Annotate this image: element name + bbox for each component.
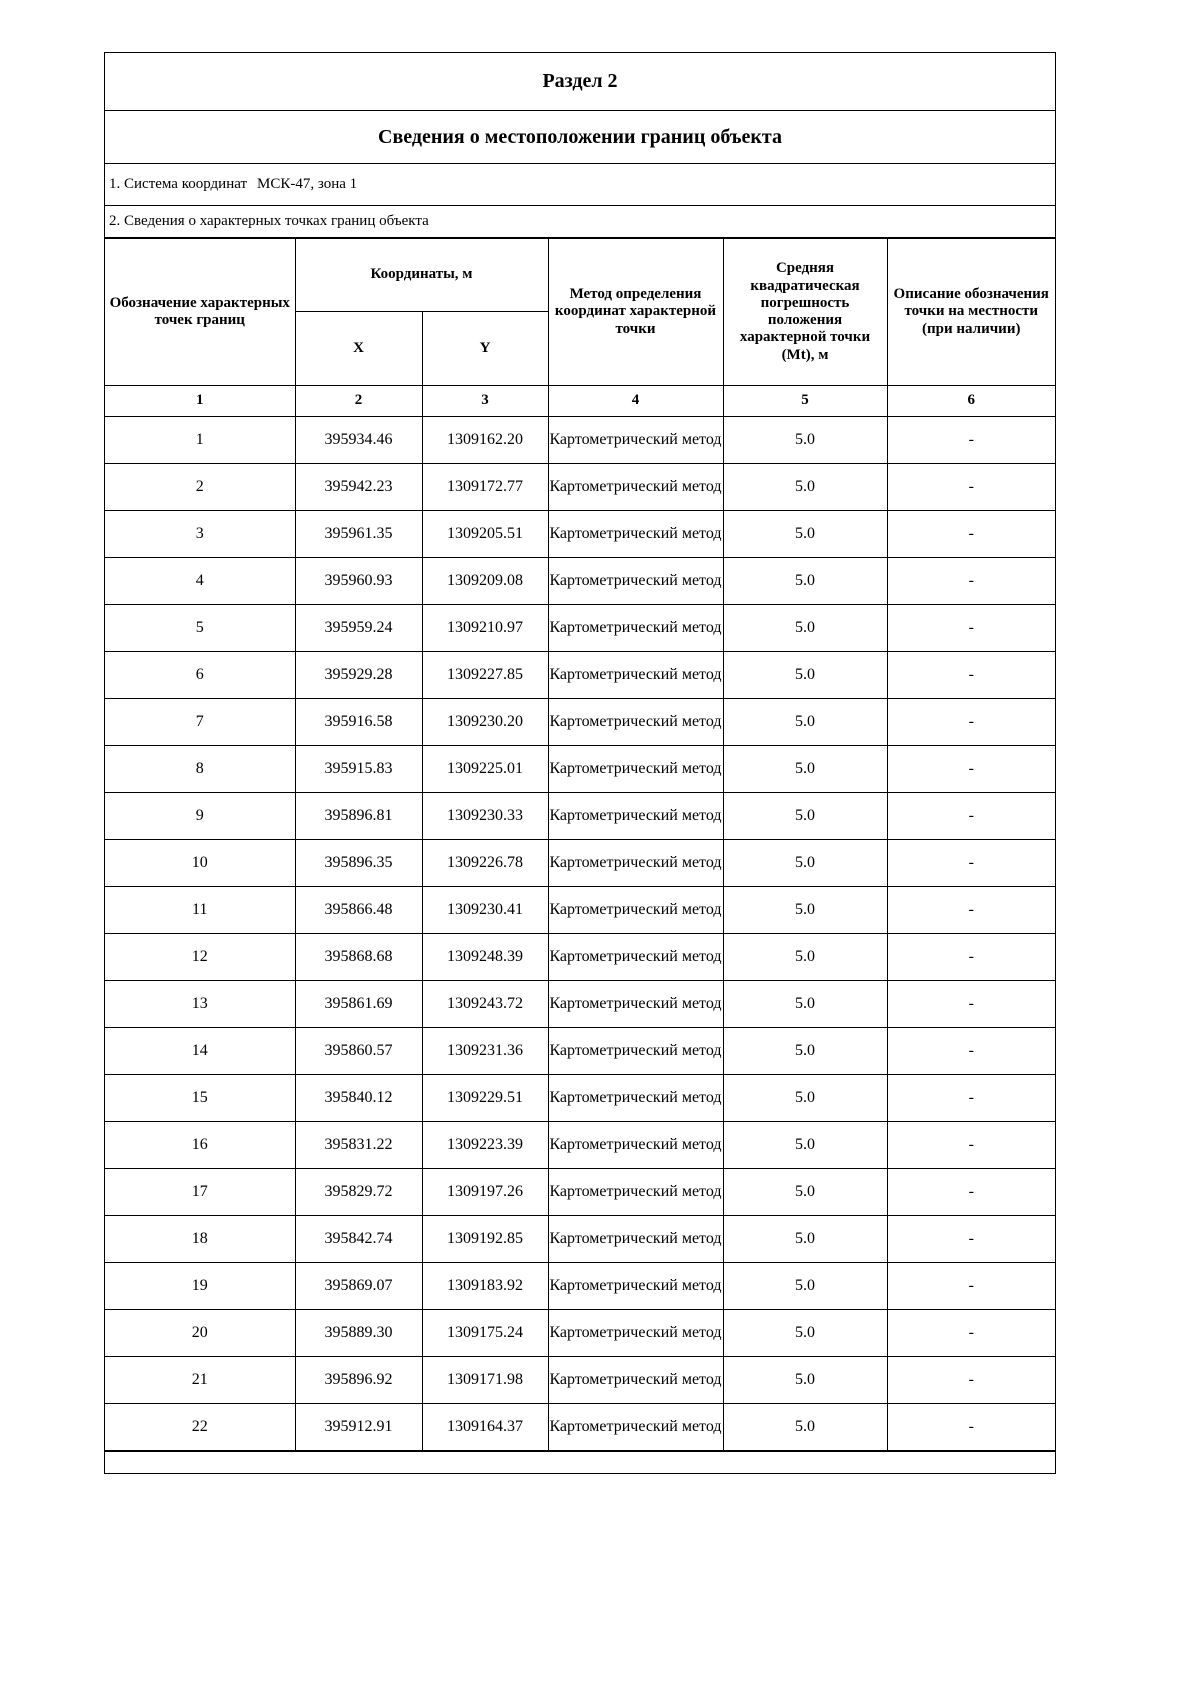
cell-error: 5.0	[723, 1404, 887, 1451]
cell-error: 5.0	[723, 558, 887, 605]
cell-y: 1309230.41	[422, 887, 548, 934]
cell-y: 1309162.20	[422, 417, 548, 464]
cell-description: -	[887, 1122, 1055, 1169]
cell-error: 5.0	[723, 652, 887, 699]
points-heading: 2. Сведения о характерных точках границ объекта	[105, 206, 1055, 238]
table-row	[105, 981, 1055, 1028]
cell-method: Картометрический метод	[548, 1028, 723, 1075]
cell-y: 1309223.39	[422, 1122, 548, 1169]
cell-x: 395896.92	[295, 1357, 422, 1404]
table-row	[105, 840, 1055, 887]
column-number: 6	[887, 386, 1055, 417]
cell-method: Картометрический метод	[548, 558, 723, 605]
cell-y: 1309230.33	[422, 793, 548, 840]
cell-point: 1	[105, 417, 295, 464]
column-number: 4	[548, 386, 723, 417]
cell-description: -	[887, 1310, 1055, 1357]
table-row	[105, 1357, 1055, 1404]
cell-point: 20	[105, 1310, 295, 1357]
cell-y: 1309225.01	[422, 746, 548, 793]
table-row	[105, 605, 1055, 652]
cell-point: 15	[105, 1075, 295, 1122]
cell-method: Картометрический метод	[548, 511, 723, 558]
cell-method: Картометрический метод	[548, 1075, 723, 1122]
column-number: 5	[723, 386, 887, 417]
cell-method: Картометрический метод	[548, 981, 723, 1028]
cell-y: 1309192.85	[422, 1216, 548, 1263]
header-coordinates: Координаты, м	[295, 239, 548, 312]
cell-point: 16	[105, 1122, 295, 1169]
cell-description: -	[887, 887, 1055, 934]
cell-description: -	[887, 558, 1055, 605]
cell-error: 5.0	[723, 1263, 887, 1310]
cell-y: 1309243.72	[422, 981, 548, 1028]
cell-point: 18	[105, 1216, 295, 1263]
table-row	[105, 887, 1055, 934]
table-row	[105, 1075, 1055, 1122]
cell-description: -	[887, 652, 1055, 699]
cell-error: 5.0	[723, 1075, 887, 1122]
cell-x: 395929.28	[295, 652, 422, 699]
cell-x: 395942.23	[295, 464, 422, 511]
table-footer-row	[105, 1451, 1055, 1474]
cell-y: 1309172.77	[422, 464, 548, 511]
cell-point: 7	[105, 699, 295, 746]
cell-description: -	[887, 1169, 1055, 1216]
cell-method: Картометрический метод	[548, 1310, 723, 1357]
object-title: Сведения о местоположении границ объекта	[105, 111, 1055, 164]
cell-x: 395860.57	[295, 1028, 422, 1075]
cell-y: 1309229.51	[422, 1075, 548, 1122]
cell-method: Картометрический метод	[548, 1357, 723, 1404]
header-description: Описание обозначения точки на местности (при наличии)	[887, 239, 1055, 386]
cell-point: 12	[105, 934, 295, 981]
cell-description: -	[887, 981, 1055, 1028]
cell-error: 5.0	[723, 1357, 887, 1404]
table-row	[105, 511, 1055, 558]
column-number: 3	[422, 386, 548, 417]
cell-error: 5.0	[723, 746, 887, 793]
cell-y: 1309171.98	[422, 1357, 548, 1404]
cell-method: Картометрический метод	[548, 1263, 723, 1310]
cell-x: 395896.81	[295, 793, 422, 840]
cell-point: 9	[105, 793, 295, 840]
cell-y: 1309175.24	[422, 1310, 548, 1357]
cell-error: 5.0	[723, 793, 887, 840]
cell-x: 395961.35	[295, 511, 422, 558]
cell-x: 395889.30	[295, 1310, 422, 1357]
cell-point: 21	[105, 1357, 295, 1404]
cell-error: 5.0	[723, 1310, 887, 1357]
cell-error: 5.0	[723, 1122, 887, 1169]
cell-y: 1309231.36	[422, 1028, 548, 1075]
cell-method: Картометрический метод	[548, 793, 723, 840]
cell-point: 10	[105, 840, 295, 887]
cell-x: 395916.58	[295, 699, 422, 746]
cell-description: -	[887, 1404, 1055, 1451]
cell-y: 1309227.85	[422, 652, 548, 699]
cell-x: 395934.46	[295, 417, 422, 464]
cell-x: 395959.24	[295, 605, 422, 652]
header-point: Обозначение характерных точек границ	[105, 239, 295, 386]
cell-point: 17	[105, 1169, 295, 1216]
cell-point: 11	[105, 887, 295, 934]
cell-description: -	[887, 1357, 1055, 1404]
header-method: Метод определения координат характерной точки	[548, 239, 723, 386]
boundary-points-table	[105, 238, 1055, 1451]
cell-description: -	[887, 605, 1055, 652]
cell-method: Картометрический метод	[548, 1122, 723, 1169]
table-row	[105, 1263, 1055, 1310]
cell-point: 4	[105, 558, 295, 605]
cell-method: Картометрический метод	[548, 1216, 723, 1263]
cell-method: Картометрический метод	[548, 699, 723, 746]
cell-method: Картометрический метод	[548, 887, 723, 934]
cell-y: 1309197.26	[422, 1169, 548, 1216]
table-row	[105, 1310, 1055, 1357]
cell-description: -	[887, 417, 1055, 464]
header-error: Средняя квадратическая погрешность положения характерной точки (Mt), м	[723, 239, 887, 386]
header-y: Y	[422, 312, 548, 386]
cell-x: 395861.69	[295, 981, 422, 1028]
cell-x: 395840.12	[295, 1075, 422, 1122]
section-title: Раздел 2	[105, 53, 1055, 111]
cell-method: Картометрический метод	[548, 605, 723, 652]
cell-y: 1309205.51	[422, 511, 548, 558]
table-row	[105, 652, 1055, 699]
cell-method: Картометрический метод	[548, 934, 723, 981]
cell-method: Картометрический метод	[548, 1404, 723, 1451]
cell-x: 395960.93	[295, 558, 422, 605]
table-row	[105, 746, 1055, 793]
table-row	[105, 1169, 1055, 1216]
cell-method: Картометрический метод	[548, 746, 723, 793]
cell-method: Картометрический метод	[548, 417, 723, 464]
table-row	[105, 1028, 1055, 1075]
cell-x: 395896.35	[295, 840, 422, 887]
cell-description: -	[887, 511, 1055, 558]
table-row	[105, 934, 1055, 981]
cell-error: 5.0	[723, 1169, 887, 1216]
cell-method: Картометрический метод	[548, 840, 723, 887]
cell-method: Картометрический метод	[548, 1169, 723, 1216]
cell-error: 5.0	[723, 1028, 887, 1075]
cell-x: 395912.91	[295, 1404, 422, 1451]
cell-error: 5.0	[723, 464, 887, 511]
cell-y: 1309248.39	[422, 934, 548, 981]
coordinate-system-line	[105, 164, 1055, 206]
table-row	[105, 464, 1055, 511]
cell-x: 395831.22	[295, 1122, 422, 1169]
cell-description: -	[887, 934, 1055, 981]
table-row	[105, 1404, 1055, 1451]
cell-x: 395869.07	[295, 1263, 422, 1310]
table-row	[105, 1122, 1055, 1169]
cell-description: -	[887, 1075, 1055, 1122]
cell-error: 5.0	[723, 511, 887, 558]
cell-y: 1309226.78	[422, 840, 548, 887]
cell-point: 3	[105, 511, 295, 558]
cell-description: -	[887, 793, 1055, 840]
cell-error: 5.0	[723, 417, 887, 464]
cell-y: 1309183.92	[422, 1263, 548, 1310]
cell-y: 1309209.08	[422, 558, 548, 605]
cell-point: 5	[105, 605, 295, 652]
cell-description: -	[887, 1216, 1055, 1263]
cell-description: -	[887, 840, 1055, 887]
document-sheet	[104, 52, 1056, 1474]
cell-description: -	[887, 1028, 1055, 1075]
cell-error: 5.0	[723, 934, 887, 981]
cell-error: 5.0	[723, 840, 887, 887]
coordinate-system-value: МСК-47, зона 1	[257, 176, 358, 192]
cell-x: 395829.72	[295, 1169, 422, 1216]
column-number: 1	[105, 386, 295, 417]
cell-x: 395866.48	[295, 887, 422, 934]
cell-y: 1309164.37	[422, 1404, 548, 1451]
cell-y: 1309230.20	[422, 699, 548, 746]
table-row	[105, 558, 1055, 605]
cell-x: 395842.74	[295, 1216, 422, 1263]
cell-error: 5.0	[723, 605, 887, 652]
cell-description: -	[887, 699, 1055, 746]
cell-description: -	[887, 464, 1055, 511]
cell-error: 5.0	[723, 887, 887, 934]
cell-point: 2	[105, 464, 295, 511]
table-row	[105, 1216, 1055, 1263]
cell-point: 19	[105, 1263, 295, 1310]
table-body	[105, 417, 1055, 1451]
cell-description: -	[887, 746, 1055, 793]
cell-description: -	[887, 1263, 1055, 1310]
cell-error: 5.0	[723, 699, 887, 746]
cell-x: 395868.68	[295, 934, 422, 981]
header-x: X	[295, 312, 422, 386]
coordinate-system-label: 1. Система координат	[109, 176, 248, 192]
cell-y: 1309210.97	[422, 605, 548, 652]
cell-error: 5.0	[723, 1216, 887, 1263]
table-row	[105, 699, 1055, 746]
column-number: 2	[295, 386, 422, 417]
cell-x: 395915.83	[295, 746, 422, 793]
cell-method: Картометрический метод	[548, 652, 723, 699]
cell-point: 22	[105, 1404, 295, 1451]
cell-point: 8	[105, 746, 295, 793]
cell-point: 14	[105, 1028, 295, 1075]
cell-point: 6	[105, 652, 295, 699]
table-row	[105, 417, 1055, 464]
cell-error: 5.0	[723, 981, 887, 1028]
cell-method: Картометрический метод	[548, 464, 723, 511]
table-row	[105, 793, 1055, 840]
cell-point: 13	[105, 981, 295, 1028]
